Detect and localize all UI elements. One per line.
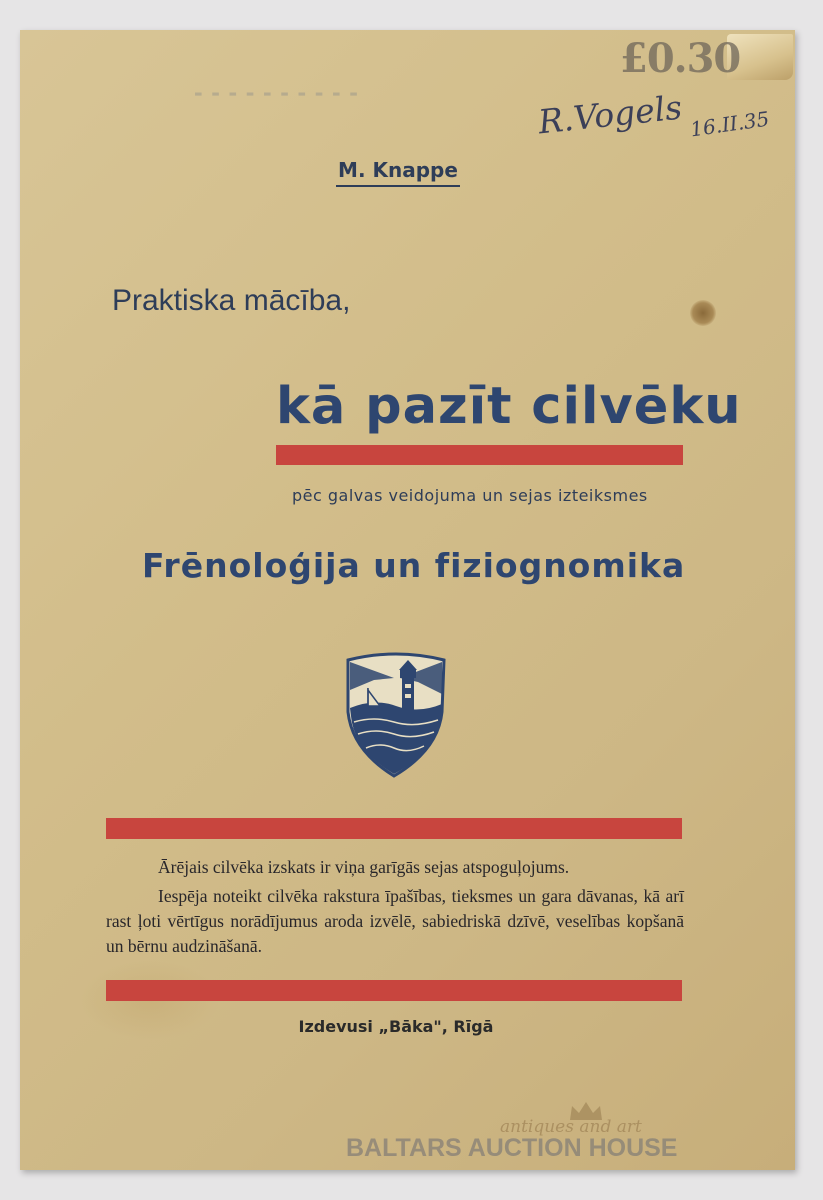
owner-signature: R.Vogels <box>536 87 684 142</box>
author-underline <box>336 185 460 187</box>
main-title: kā pazīt cilvēku <box>276 377 742 436</box>
watermark-tagline: antiques and art <box>500 1117 642 1137</box>
publisher-line: Izdevusi „Bāka", Rīgā <box>298 1017 494 1036</box>
lighthouse-shield-logo <box>344 650 448 778</box>
motto-paragraph: Ārējais cilvēka izskats ir viņa garīgās sejas atspoguļojums. <box>158 857 570 877</box>
red-rule <box>276 445 683 465</box>
signature-date: 16.II.35 <box>688 106 771 142</box>
description-paragraph: Iespēja noteikt cilvēka rakstura īpašības, tieksmes un gara dāvanas, kā arī rast ļoti vērtīgus norādījumus aroda izvēlē, sabiedriskā dzīvē, veselības kopšanā un bērnu audzināšanā. <box>106 886 684 956</box>
red-rule <box>106 980 682 1001</box>
red-rule <box>106 818 682 839</box>
subtitle-line-2: pēc galvas veidojuma un sejas izteiksmes <box>292 486 648 505</box>
author-name: M. Knappe <box>338 158 458 182</box>
pencil-price: £0.30 <box>620 35 741 82</box>
faded-stamp: ▬ ▬ ▬ ▬ ▬ ▬ ▬ ▬ ▬ ▬ <box>195 87 359 100</box>
subtitle-line-3: Frēnoloģija un fiziognomika <box>142 546 686 585</box>
subtitle-line-1: Praktiska mācība, <box>112 284 351 317</box>
watermark-name: BALTARS AUCTION HOUSE <box>346 1134 678 1162</box>
paper-stain <box>690 300 716 326</box>
